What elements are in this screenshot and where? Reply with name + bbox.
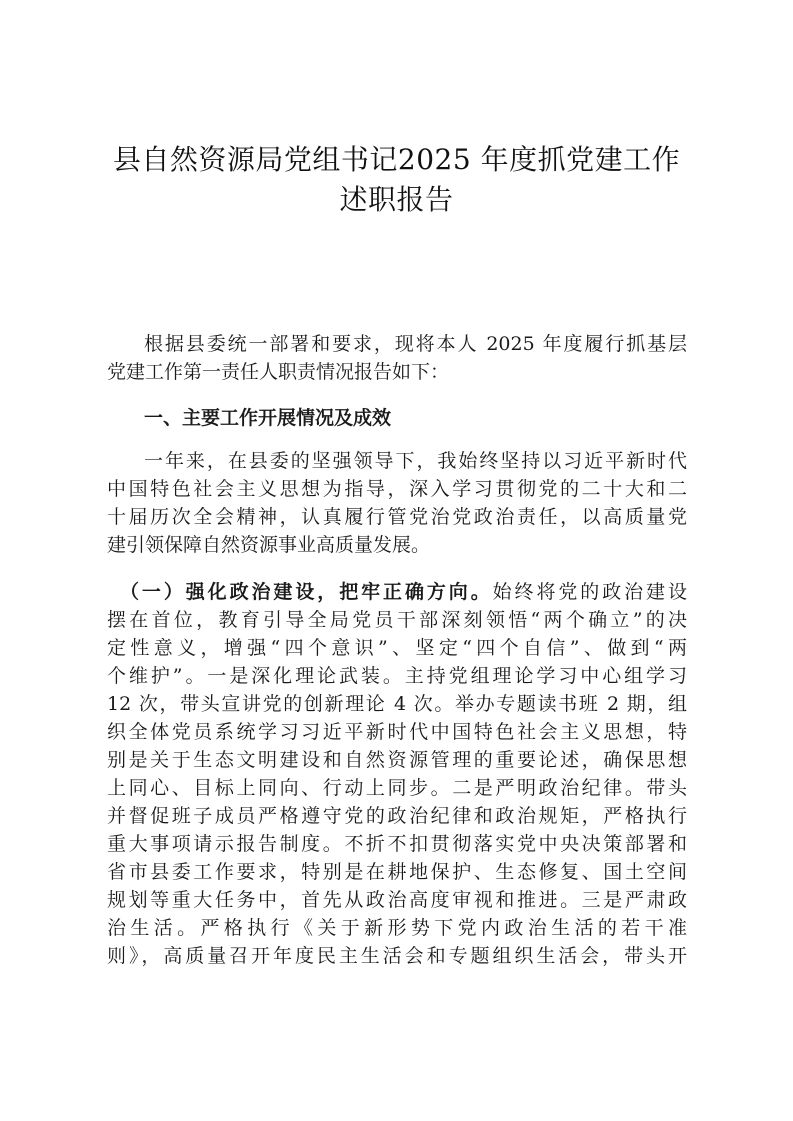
paragraph-overview-line: 中国特色社会主义思想为指导，深入学习贯彻党的二十大和二 xyxy=(107,478,687,500)
subsection-line: 上同心、目标上同向、行动上同步。二是严明政治纪律。带头 xyxy=(107,777,687,799)
subsection-line: 重大事项请示报告制度。不折不扣贯彻落实党中央决策部署和 xyxy=(107,833,687,855)
subsection-line: 定性意义，增强“四个意识”、坚定“四个自信”、做到“两 xyxy=(107,637,687,659)
paragraph-intro-line: 根据县委统一部署和要求，现将本人 2025 年度履行抓基层 xyxy=(144,333,687,355)
paragraph-overview-line: 十届历次全会精神，认真履行管党治党政治责任，以高质量党 xyxy=(107,506,687,528)
subsection-line: 个维护”。一是深化理论武装。主持党组理论学习中心组学习 xyxy=(107,665,687,687)
subsection-line: 别是关于生态文明建设和自然资源管理的重要论述，确保思想 xyxy=(107,749,687,771)
subsection-line: 治生活。严格执行《关于新形势下党内政治生活的若干准 xyxy=(107,917,687,939)
paragraph-overview-line: 建引领保障自然资源事业高质量发展。 xyxy=(107,534,431,556)
subsection-first-line xyxy=(120,578,687,606)
subsection-line: 省市县委工作要求，特别是在耕地保护、生态修复、国土空间 xyxy=(107,861,687,883)
document-title-line-2: 述职报告 xyxy=(339,183,454,216)
subsection-first-line-text: 始终将党的政治建设 xyxy=(492,581,687,603)
subsection-line: 摆在首位，教育引导全局党员干部深刻领悟“两个确立”的决 xyxy=(107,609,687,631)
paragraph-overview-line: 一年来，在县委的坚强领导下，我始终坚持以习近平新时代 xyxy=(144,450,687,472)
subsection-line: 织全体党员系统学习习近平新时代中国特色社会主义思想，特 xyxy=(107,721,687,743)
subsection-line: 12 次，带头宣讲党的创新理论 4 次。举办专题读书班 2 期，组 xyxy=(107,693,687,715)
document-title-line-1: 县自然资源局党组书记2025 年度抓党建工作 xyxy=(112,143,681,176)
section-heading: 一、主要工作开展情况及成效 xyxy=(144,407,392,429)
subsection-line: 则》，高质量召开年度民主生活会和专题组织生活会，带头开 xyxy=(107,945,687,967)
subsection-line: 并督促班子成员严格遵守党的政治纪律和政治规矩，严格执行 xyxy=(107,805,687,827)
subsection-line: 规划等重大任务中，首先从政治高度审视和推进。三是严肃政 xyxy=(107,889,687,911)
paragraph-intro-line: 党建工作第一责任人职责情况报告如下： xyxy=(107,361,450,383)
subsection-heading: （一）强化政治建设，把牢正确方向。 xyxy=(120,581,493,603)
